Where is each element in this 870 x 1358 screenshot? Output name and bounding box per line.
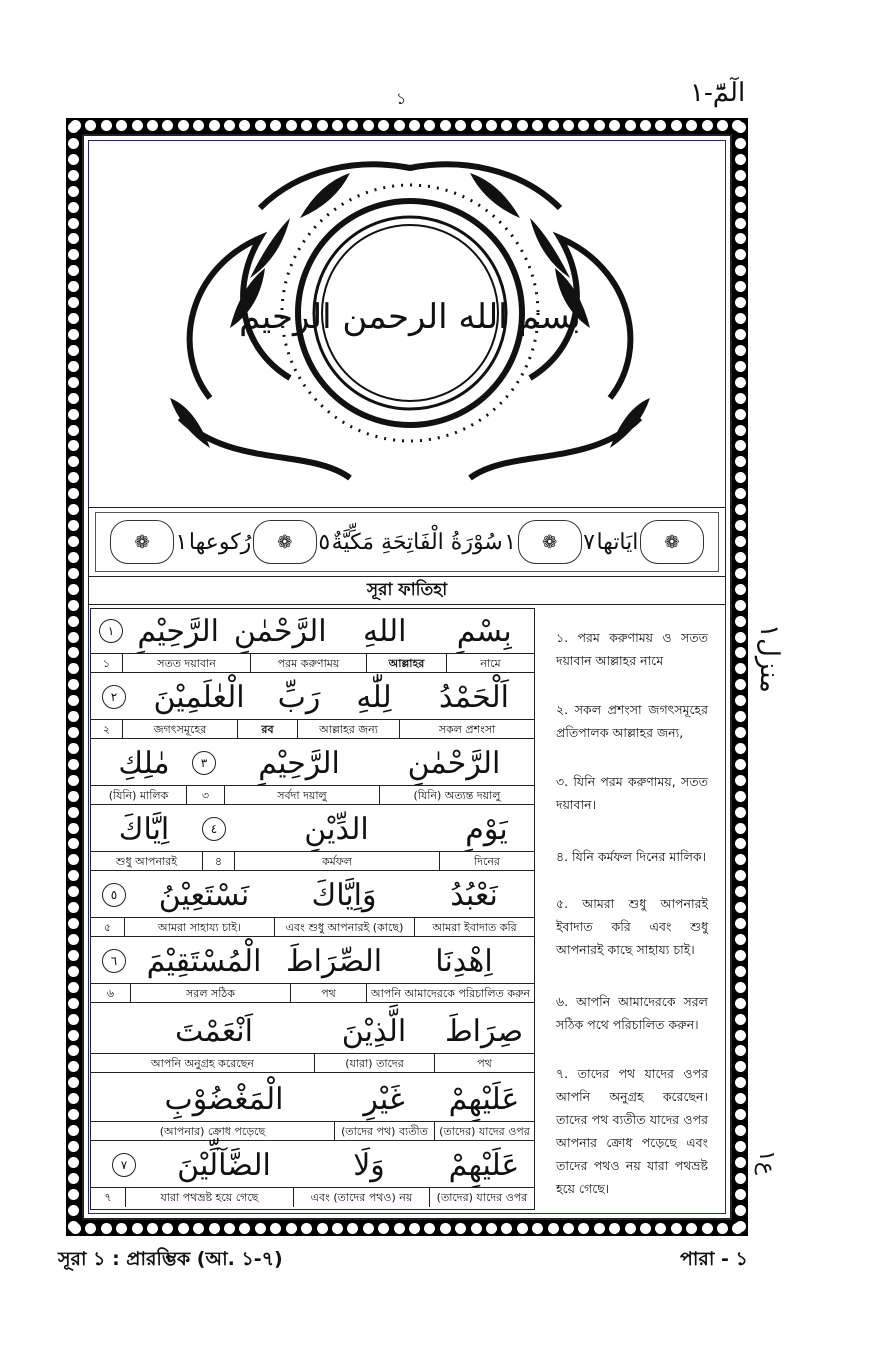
ar-word: اِيَّاكَ <box>118 811 170 847</box>
ruku-count: ١ <box>175 529 188 555</box>
manzil-mark: منزل١ <box>754 624 784 693</box>
bn-word: (আপনার) ক্রোধ পড়েছে <box>159 1125 266 1138</box>
sura-header <box>95 512 719 572</box>
footer-para: পারা - ১ <box>680 1248 748 1270</box>
ornament-icon: ❁ <box>253 520 317 564</box>
ar-word: يَوْمِ <box>465 811 508 847</box>
bn-word: সর্বদা দয়ালু <box>224 786 379 804</box>
page-number: ১ <box>396 89 407 108</box>
ar-word: نَعْبُدُ <box>450 877 498 913</box>
sura-name-bn: সূরা ফাতিহা <box>88 577 726 605</box>
ayaat-count: ٧ <box>583 529 595 555</box>
ar-word: نَسْتَعِيْنُ <box>158 877 250 913</box>
ayah-number: ٧ <box>112 1153 136 1177</box>
bn-number: ১ <box>102 657 111 670</box>
ar-word: عَلَيْهِمْ <box>448 1081 520 1117</box>
ar-word: اِهْدِنَا <box>435 943 493 979</box>
bn-word: (তাদের) যাদের ওপর <box>434 1122 534 1140</box>
ornament-icon: ❁ <box>640 520 704 564</box>
sura-order: ٥ <box>318 529 331 555</box>
translation-6: ৬. আপনি আমাদেরকে সরল সঠিক পথে পরিচালিত করুন। <box>556 994 708 1032</box>
bn-word: আমরা সাহায্য চাই। <box>124 918 274 936</box>
bn-word: দিনের <box>439 852 534 870</box>
ar-word: مٰلِكِ <box>118 745 170 781</box>
juz-label: الٓمّٓ-١ <box>690 78 746 108</box>
ar-word: وَاِيَّاكَ <box>311 877 377 913</box>
bn-word: জগৎসমূহের <box>122 720 237 738</box>
bn-word: আমরা ইবাদাত করি <box>414 918 534 936</box>
ar-word: الرَّحْمٰنِ <box>233 613 327 649</box>
bn-word: কর্মফল <box>234 852 439 870</box>
ar-word: رَبِّ <box>277 679 321 715</box>
bn-word: রব <box>237 720 297 738</box>
bn-word: সরল সঠিক <box>130 984 290 1002</box>
bn-word: (তাদের পথ) ব্যতীত <box>334 1122 434 1140</box>
ar-word: عَلَيْهِمْ <box>448 1147 520 1183</box>
bn-number: ২ <box>102 723 111 736</box>
translation-1: ১. পরম করুণাময় ও সতত দয়াবান আল্লাহর নামে <box>556 630 708 668</box>
ornament-icon: ❁ <box>518 520 582 564</box>
bn-word: (যিনি) মালিক <box>108 789 169 802</box>
translation-5: ৫. আমরা শুধু আপনারই ইবাদাত করি এবং শুধু আপনারই কাছে সাহায্য চাই। <box>556 896 708 957</box>
bn-word: সতত দয়াবান <box>122 654 250 672</box>
bn-number: ৬ <box>106 987 115 1000</box>
ayah-number: ٥ <box>102 883 126 907</box>
ayah-number: ١ <box>99 619 123 643</box>
bn-word: আল্লাহর জন্য <box>297 720 399 738</box>
bn-number: ৪ <box>202 852 234 870</box>
ar-word: لِلّٰهِ <box>356 679 392 715</box>
ar-word: الرَّحِيْمِ <box>258 745 340 781</box>
ar-word: اللهِ <box>362 613 407 649</box>
bn-word: (তাদের) যাদের ওপর <box>429 1188 534 1207</box>
ar-word: الضَّآلِّيْنَ <box>177 1147 271 1183</box>
bn-word: (যিনি) অত্যন্ত দয়ালু <box>379 786 534 804</box>
bn-word: শুধু আপনারই <box>116 855 177 868</box>
ayah-number: ٦ <box>102 949 126 973</box>
bn-word: সকল প্রশংসা <box>399 720 534 738</box>
bismillah-text: بسم الله الرحمن الرحيم <box>239 297 581 337</box>
ruku-mark: ع١ <box>754 1150 779 1175</box>
ar-word: اَلْحَمْدُ <box>439 679 509 715</box>
ayaat-label: ايَاتها <box>596 529 639 555</box>
ar-word: الصِّرَاطَ <box>285 943 383 979</box>
ar-word: الْمَغْضُوْبِ <box>164 1081 284 1117</box>
bn-word: (যারা) তাদের <box>314 1054 434 1072</box>
translation-7: ৭. তাদের পথ যাদের ওপর আপনি অনুগ্রহ করেছেন। তাদের পথ ব্যতীত যাদের ওপর আপনার ক্রোধ পড়েছে এবং তাদের পথও নয় যারা পথভ্রষ্ট হয়ে গেছে। <box>556 1066 708 1196</box>
ar-word: الرَّحِيْمِ <box>137 613 219 649</box>
bn-word: এবং (তাদের পথও) নয় <box>293 1188 429 1207</box>
bn-word: পরম করুণাময় <box>250 654 366 672</box>
footer-sura-info: সূরা ১ : প্রারম্ভিক (আ. ১-৭) <box>58 1248 283 1270</box>
ar-word: غَيْرِ <box>363 1081 405 1117</box>
bn-word: যারা পথভ্রষ্ট হয়ে গেছে <box>125 1188 293 1207</box>
ar-word: بِسْمِ <box>456 613 512 649</box>
ar-word: وَلَا <box>353 1147 385 1183</box>
bn-word: এবং শুধু আপনারই (কাছে) <box>274 918 414 936</box>
ar-word: الَّذِيْنَ <box>341 1013 407 1049</box>
translation-4: ৪. যিনি কর্মফল দিনের মালিক। <box>556 849 707 864</box>
ar-word: الْمُسْتَقِيْمَ <box>146 943 262 979</box>
translation-3: ৩. যিনি পরম করুণাময়, সতত দয়াবান। <box>556 774 708 812</box>
translation-2: ২. সকল প্রশংসা জগৎসমূহের প্রতিপালক আল্লাহর জন্য, <box>556 702 708 740</box>
ar-word: صِرَاطَ <box>444 1013 524 1049</box>
bn-number: ৩ <box>186 786 224 804</box>
bn-word: আল্লাহর <box>366 654 446 672</box>
ruku-label: رُكوعها <box>188 529 252 555</box>
bismillah-ornament <box>150 148 670 498</box>
bn-word: পথ <box>290 984 366 1002</box>
ar-word: الْعٰلَمِيْنَ <box>153 679 245 715</box>
sura-index: ١ <box>504 529 517 555</box>
ar-word: الدِّيْنِ <box>304 811 369 847</box>
bn-word: নামে <box>446 654 534 672</box>
ayah-number: ٣ <box>192 751 216 775</box>
bn-number: ৫ <box>103 921 112 934</box>
word-by-word-table <box>90 608 535 1210</box>
bn-word: পথ <box>434 1054 534 1072</box>
sura-title: سُوْرَةُ الْفَاتِحَةِ مَكِّيَّةٌ <box>331 529 503 555</box>
bn-word: আপনি অনুগ্রহ করেছেন <box>151 1057 254 1070</box>
ayah-number: ٤ <box>202 817 226 841</box>
bn-word: আপনি আমাদেরকে পরিচালিত করুন <box>366 984 534 1002</box>
ar-word: اَنْعَمْتَ <box>175 1013 253 1049</box>
ar-word: الرَّحْمٰنِ <box>407 745 501 781</box>
bn-number: ৭ <box>104 1191 112 1204</box>
ornament-icon: ❁ <box>110 520 174 564</box>
ayah-number: ٢ <box>102 685 126 709</box>
